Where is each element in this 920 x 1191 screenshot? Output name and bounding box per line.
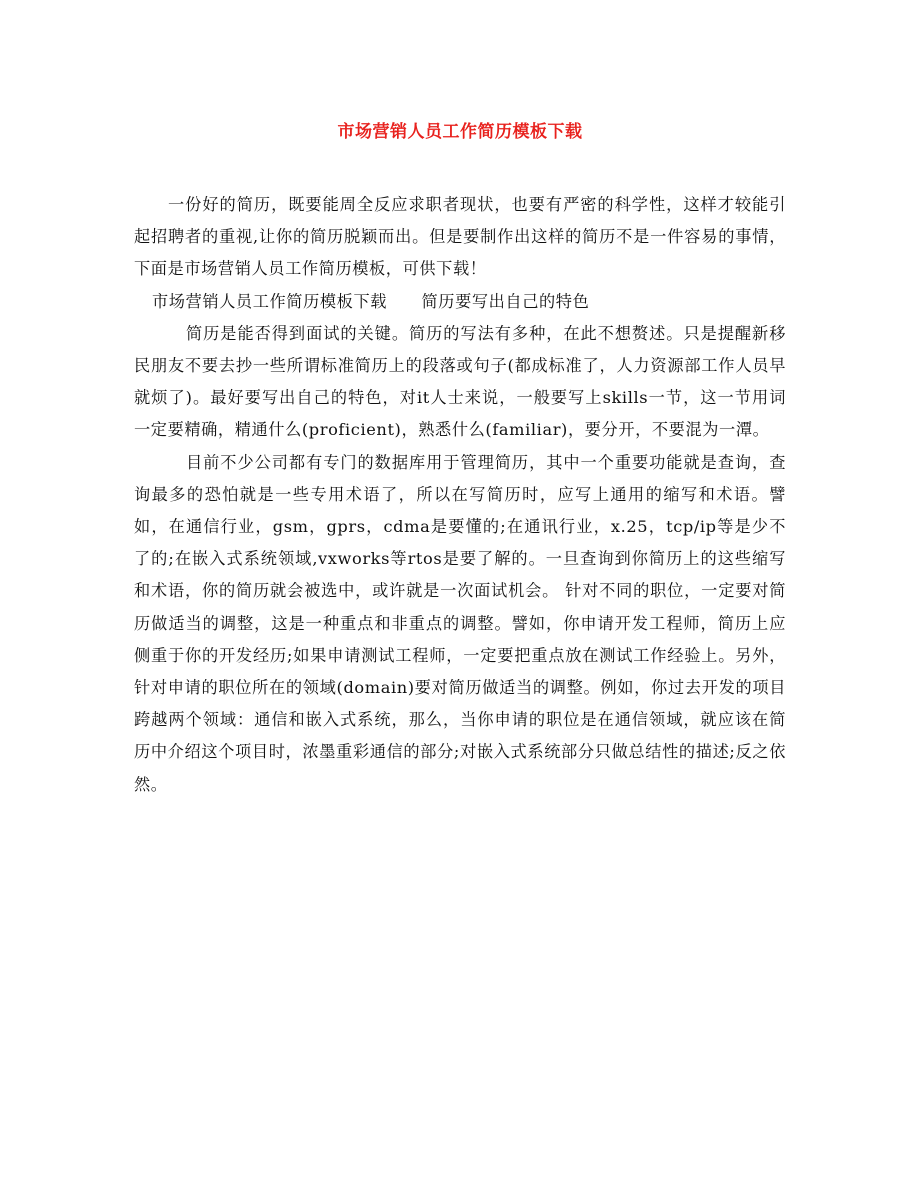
intro-paragraph: 一份好的简历，既要能周全反应求职者现状，也要有严密的科学性，这样才较能引起招聘者的重视,让你的简历脱颖而出。但是要制作出这样的简历不是一件容易的事情，下面是市场营销人员工作简历模板，可供下载！ (134, 195, 786, 279)
document-page (134, 0, 786, 801)
document-body (134, 189, 786, 801)
body-paragraph-1: 简历是能否得到面试的关键。简历的写法有多种，在此不想赘述。只是提醒新移民朋友不要去抄一些所谓标准简历上的段落或句子(都成标准了，人力资源部工作人员早就烦了)。最好要写出自己的特色，对it人士来说，一般要写上skills一节，这一节用词一定要精确，精通什么(proficient)，熟悉什么(familiar)，要分开，不要混为一潭。 (134, 323, 786, 440)
document-title: 市场营销人员工作简历模板下载 (337, 122, 583, 142)
section-subheading: 市场营销人员工作简历模板下载 简历要写出自己的特色 (152, 291, 590, 311)
body-paragraph-2: 目前不少公司都有专门的数据库用于管理简历，其中一个重要功能就是查询，查询最多的恐怕就是一些专用术语了，所以在写简历时，应写上通用的缩写和术语。譬如，在通信行业，gsm，gprs，cdma是要懂的;在通讯行业，x.25，tcp/ip等是少不了的;在嵌入式系统领域,vxworks等rtos是要了解的。一旦查询到你简历上的这些缩写和术语，你的简历就会被选中，或许就是一次面试机会。 针对不同的职位，一定要对简历做适当的调整，这是一种重点和非重点的调整。譬如，你申请开发工程师，简历上应侧重于你的开发经历;如果申请测试工程师，一定要把重点放在测试工作经验上。另外，针对申请的职位所在的领域(domain)要对简历做适当的调整。例如，你过去开发的项目跨越两个领域：通信和嵌入式系统，那么，当你申请的职位是在通信领域，就应该在简历中介绍这个项目时，浓墨重彩通信的部分;对嵌入式系统部分只做总结性的描述;反之依然。 (134, 452, 786, 794)
